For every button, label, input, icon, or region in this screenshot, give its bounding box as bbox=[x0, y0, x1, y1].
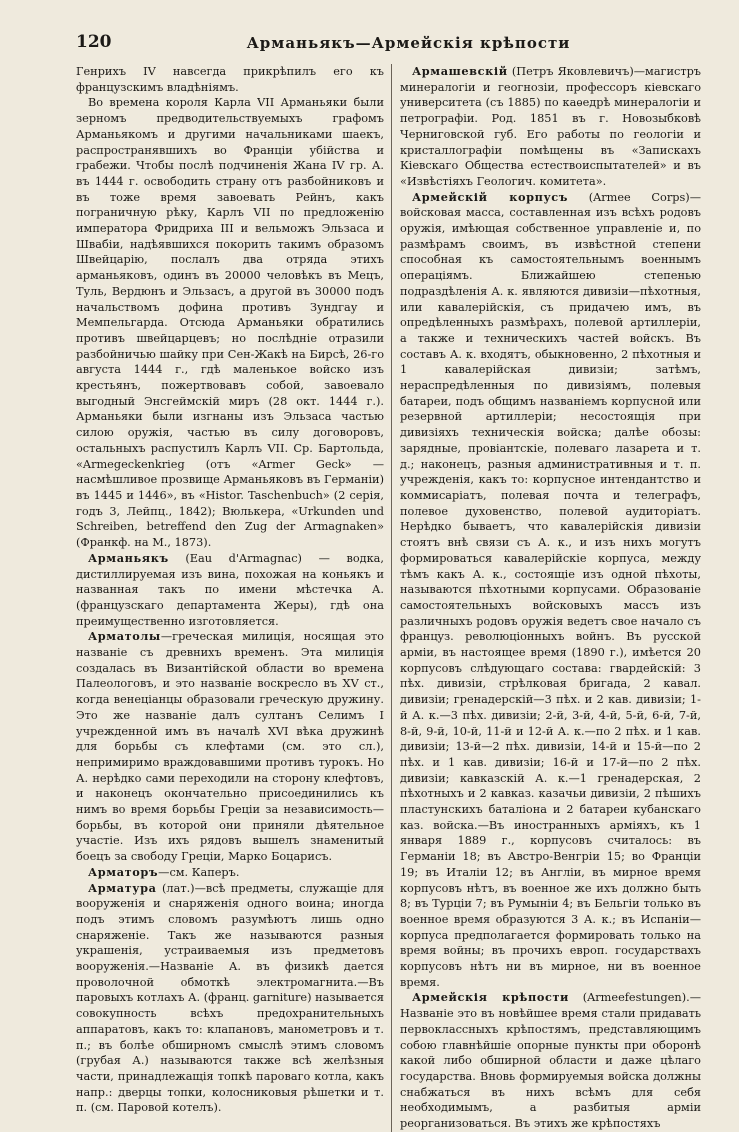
page-header bbox=[76, 30, 701, 56]
entry-army-fortresses bbox=[400, 990, 701, 1131]
entry-text-army-fortresses: (Armeefestungen).—Названіе это въ новѣйшее время стали придавать первоклассныхъ крѣпостямъ, представляющимъ собою главнѣйшіе опорные пункты при оборонѣ какой либо обширной области и даже цѣлаго государства. Вновь формируемыя войска должны снабжаться въ нихъ всѣмъ для себя необходимымъ, а разбитыя арміи реорганизоваться. Въ этихъ же крѣпостяхъ bbox=[400, 991, 701, 1131]
headword-armator: Арматоръ bbox=[88, 864, 159, 879]
page-number: 120 bbox=[76, 32, 112, 52]
headword-armatura: Арматура bbox=[88, 880, 157, 895]
right-column bbox=[392, 64, 701, 1132]
entry-army-corps bbox=[400, 190, 701, 991]
paragraph-armagnacs-history: Во времена короля Карла VII Арманьяки были зерномъ предводительствуемыхъ графомъ Арманьякомъ и другими начальниками шаекъ, распространявшихъ во Франціи убійства и грабежи. Чтобы послѣ подчиненія Жана IV гр. А. въ 1444 г. освободить страну отъ разбойниковъ и въ тоже время завоевать Рейнъ, какъ пограничную рѣку, Карлъ VII по предложенію императора Фридриха III и вельможъ Эльзаса и Швабіи, надѣявшихся покорить такимъ образомъ Швейцарію, послалъ два отряда этихъ арманьяковъ, одинъ въ 20000 человѣкъ въ Мецъ, Туль, Вердюнъ и Эльзасъ, а другой въ 30000 подъ начальствомъ дофина противъ Зундгау и Мемпельгарда. Отсюда Арманьяки обратились противъ швейцарцевъ; но послѣдніе отразили разбойничью шайку при Сен-Жакѣ на Бирсѣ, 26-го августа 1444 г., гдѣ маленькое войско изъ крестьянъ, пожертвовавъ собой, завоевало выгодный Энсгеймскій миръ (28 окт. 1444 г.). Арманьяки были изгнаны изъ Эльзаса частью силою оружія, частью въ силу договоровъ, остальныхъ распустилъ Карлъ VII. Ср. Бартольда, «Armegeckenkrieg (отъ «Armer Geck» —насмѣшливое прозвище Арманьяковъ въ Германіи) въ 1445 и 1446», въ «Histor. Taschenbuch» (2 серія, годъ 3, Лейпц., 1842); Вюлькера, «Urkunden und Schreiben, betreffend den Zug der Armagnaken» (Франкф. на М., 1873). bbox=[76, 96, 384, 550]
entry-armator bbox=[76, 865, 384, 881]
headword-army-fortresses: Армейскія крѣпости bbox=[412, 990, 570, 1005]
headword-armashevsky: Армашевскій bbox=[412, 64, 508, 78]
left-column bbox=[76, 64, 392, 1132]
entry-armagnac-brandy bbox=[76, 551, 384, 630]
entry-text-army-corps: (Armee Corps)—войсковая масса, составленная изъ всѣхъ родовъ оружія, имѣющая собственное управленіе и, по размѣрамъ своимъ, въ извѣстной степени способная къ самостоятельнымъ военнымъ операціямъ. Ближайшею степенью подраздѣленія А. к. являются дивизіи—пѣхотныя, или кавалерійскія, съ придачею имъ, въ опредѣленныхъ размѣрахъ, полевой артиллеріи, а также и техническихъ частей войскъ. Въ составъ А. к. входятъ, обыкновенно, 2 пѣхотныя и 1 кавалерійская дивизіи; затѣмъ, нераспредѣленныя по дивизіямъ, полевыя батареи, подъ общимъ названіемъ корпусной или резервной артиллеріи; несостоящія при дивизіяхъ техническія войска; далѣе обозы: зарядные, провіантскіе, полеваго лазарета и т. д.; наконецъ, разныя административныя и т. п. учрежденія, какъ то: корпусное интендантство и коммисаріатъ, полевая почта и телеграфъ, полевое духовенство, полевой аудиторіатъ. Нерѣдко бываетъ, что кавалерійскія дивизіи стоятъ внѣ связи съ А. к., и изъ нихъ могутъ формироваться кавалерійскіе корпуса, между тѣмъ какъ А. к., состоящіе изъ одной пѣхоты, называются пѣхотными корпусами. Образованіе самостоятельныхъ войсковыхъ массъ изъ различныхъ родовъ оружія ведетъ свое начало съ францyз. революціонныхъ войнъ. Въ русской арміи, въ настоящее время (1890 г.), имѣется 20 корпусовъ слѣдующаго состава: гвардейскій: 3 пѣх. дивизіи, стрѣлковая бригада, 2 кавал. дивизіи; гренадерскій—3 пѣх. и 2 кав. дивизіи; 1-й А. к.—3 пѣх. дивизіи; 2-й, 3-й, 4-й, 5-й, 6-й, 7-й, 8-й, 9-й, 10-й, 11-й и 12-й А. к.—по 2 пѣх. и 1 кав. дивизіи; 13-й—2 пѣх. дивизіи, 14-й и 15-й—по 2 пѣх. и 1 кав. дивизіи; 16-й и 17-й—по 2 пѣх. дивизіи; кавказскій А. к.—1 гренадерская, 2 пѣхотныхъ и 2 кавказ. казачьи дивизіи, 2 пѣшихъ пластунскихъ баталіона и 2 батареи кубанскаго каз. войска.—Въ иностранныхъ арміяхъ, къ 1 января 1889 г., корпусовъ считалось: въ Германіи 18; въ Австро-Венгріи 15; во Франціи 19; въ Италіи 12; въ Англіи, въ мирное время корпусовъ нѣтъ, въ военное же ихъ должно быть 8; въ Турціи 7; въ Румыніи 4; въ Бельгіи только въ военное время образуются 3 А. к.; въ Испаніи—корпуса предполагается формировать только на время войны; въ прочихъ европ. государствахъ корпусовъ нѣтъ ни въ мирное, ни въ военное время. bbox=[400, 190, 701, 989]
entry-text-armatoloi: —греческая милиція, носящая это названіе съ древнихъ временъ. Эта милиція создалась въ Византійской области во времена Палеологовъ, и это названіе воскресло въ XV ст., когда венеціанцы образовали греческую дружину. Это же названіе далъ султанъ Селимъ I учрежденной имъ въ началѣ XVI вѣка дружинѣ для борьбы съ клефтами (см. это сл.), непримиримо враждовавшими противъ турокъ. Но А. нерѣдко сами переходили на сторону клефтовъ, и наконецъ окончательно присоединились къ нимъ во время борьбы Греціи за независимость—борьбы, въ которой они приняли дѣятельное участіе. Изъ ихъ рядовъ вышелъ знаменитый боецъ за свободу Греціи, Марко Боцарисъ. bbox=[76, 630, 384, 864]
entry-text-armator: —см. Каперъ. bbox=[158, 865, 240, 879]
entry-text-armagnac: (Eau d'Armagnac) — водка, дистиллируемая изъ вина, похожая на коньякъ и названная такъ по имени мѣстечка А. (французскаго департамента Жеры), гдѣ она преимущественно изготовляется. bbox=[76, 551, 384, 628]
entry-armatoloi bbox=[76, 629, 384, 865]
headword-armatoloi: Арматолы bbox=[88, 629, 161, 644]
entry-armatura bbox=[76, 881, 384, 1117]
entry-text-armashevsky: (Петръ Яковлевичъ)—магистръ минералогіи и геогнозіи, профессоръ кіевскаго университета (съ 1885) по каѳедрѣ минералогіи и петрографіи. Род. 1851 въ г. Новозыбковѣ Черниговской губ. Его работы по геологіи и кристаллографіи помѣщены въ «Запискахъ Кіевскаго Общества естествоиспытателей» и въ «Извѣстіяхъ Геологич. комитета». bbox=[400, 65, 701, 188]
headword-army-corps: Армейскій корпусъ bbox=[412, 189, 569, 204]
running-title: Арманьякъ—Армейскія крѣпости bbox=[246, 34, 571, 52]
entry-armashevsky bbox=[400, 64, 701, 190]
paragraph-continuation: Генрихъ IV навсегда прикрѣпилъ его къ французскимъ владѣніямъ. bbox=[76, 65, 384, 94]
entry-text-armatura: (лат.)—всѣ предметы, служащіе для вооруженія и снаряженія одного воина; иногда подъ этимъ словомъ разумѣютъ лишь одно снаряженіе. Такъ же называются разныя украшенія, устраиваемыя изъ предметовъ вооруженія.—Названіе А. въ физикѣ дается проволочной обмоткѣ электромагнита.—Въ паровыхъ котлахъ А. (франц. garniture) называется совокупность всѣхъ предохранительныхъ аппаратовъ, какъ то: клапановъ, манометровъ и т. п.; въ болѣе обширномъ смыслѣ этимъ словомъ (грубая А.) называются также всѣ желѣзныя части, принадлежащія топкѣ пароваго котла, какъ напр.: дверцы топки, колосниковыя рѣшетки и т. п. (см. Паровой котелъ). bbox=[76, 881, 384, 1115]
headword-armagnac: Арманьякъ bbox=[88, 550, 169, 565]
text-columns bbox=[76, 64, 701, 1132]
